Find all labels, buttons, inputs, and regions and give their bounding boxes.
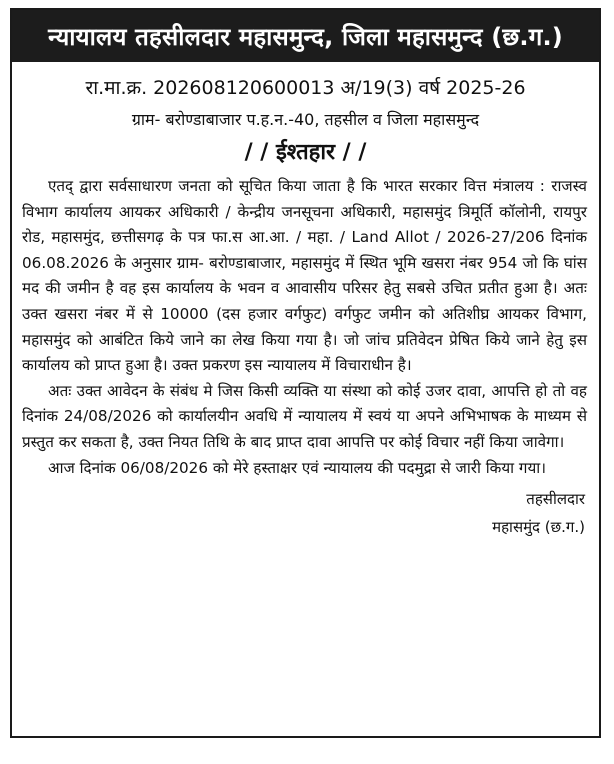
paragraph-2: अतः उक्त आवेदन के संबंध मे जिस किसी व्यक्ति या संस्था को कोई उजर दावा, आपत्ति हो तो वह दिनांक 24/08/2026 को कार्यालयीन अवधि में न्यायालय में स्वयं या अपने अभिभाषक के माध्यम से प्रस्तुत कर सकता है, उक्त नियत तिथि के बाद प्राप्त दावा आपत्ति पर कोई विचार नहीं किया जावेगा। bbox=[22, 381, 587, 451]
court-title: न्यायालय तहसीलदार महासमुन्द, जिला महासमुन्द (छ.ग.) bbox=[48, 22, 563, 51]
paragraph-1: एतद् द्वारा सर्वसाधारण जनता को सूचित किया जाता है कि भारत सरकार वित्त मंत्रालय : राजस्व विभाग कार्यालय आयकर अधिकारी / केन्द्रीय जनसूचना अधिकारी, महासमुंद त्रिमूर्ति कॉलोनी, रायपुर रोड, महासमुंद, छत्तीसगढ़ के पत्र फा.स आ.आ. / महा. / Land Allot / 2026-27/206 दिनांक 06.08.2026 के अनुसार ग्राम- बरोण्डाबाजार, महासमुंद में स्थित भूमि खसरा नंबर 954 जो कि घांस मद की जमीन है वह इस कार्यालय के भवन व आवासीय परिसर हेतु सबसे उचित प्रतीत हुआ है। अतः उक्त खसरा नंबर में से 10000 (दस हजार वर्गफुट) वर्गफुट जमीन को अतिशीघ्र आयकर विभाग, महासमुंद को आबंटित किये जाने का लेख किया गया है। जो जांच प्रतिवेदन प्रेषित किये जाने हेतु इस कार्यालय को प्राप्त हुआ है। उक्त प्रकरण इस न्यायालय में विचाराधीन है। bbox=[22, 177, 587, 375]
signatory-designation: तहसीलदार bbox=[526, 490, 585, 509]
paragraph-3: आज दिनांक 06/08/2026 को मेरे हस्ताक्षर एवं न्यायालय की पदमुद्रा से जारी किया गया। bbox=[48, 458, 546, 477]
court-header bbox=[12, 10, 599, 62]
case-number: रा.मा.क्र. 202608120600013 अ/19(3) वर्ष 2025-26 bbox=[85, 77, 526, 99]
signatory-place: महासमुंद (छ.ग.) bbox=[492, 518, 585, 537]
village-details: ग्राम- बरोण्डाबाजार प.ह.न.-40, तहसील व जिला महासमुन्द bbox=[131, 110, 480, 129]
public-notice bbox=[10, 8, 601, 738]
notice-title: / / ईश्तहार / / bbox=[244, 140, 367, 165]
signature-block bbox=[12, 485, 585, 541]
notice-body bbox=[22, 174, 587, 481]
